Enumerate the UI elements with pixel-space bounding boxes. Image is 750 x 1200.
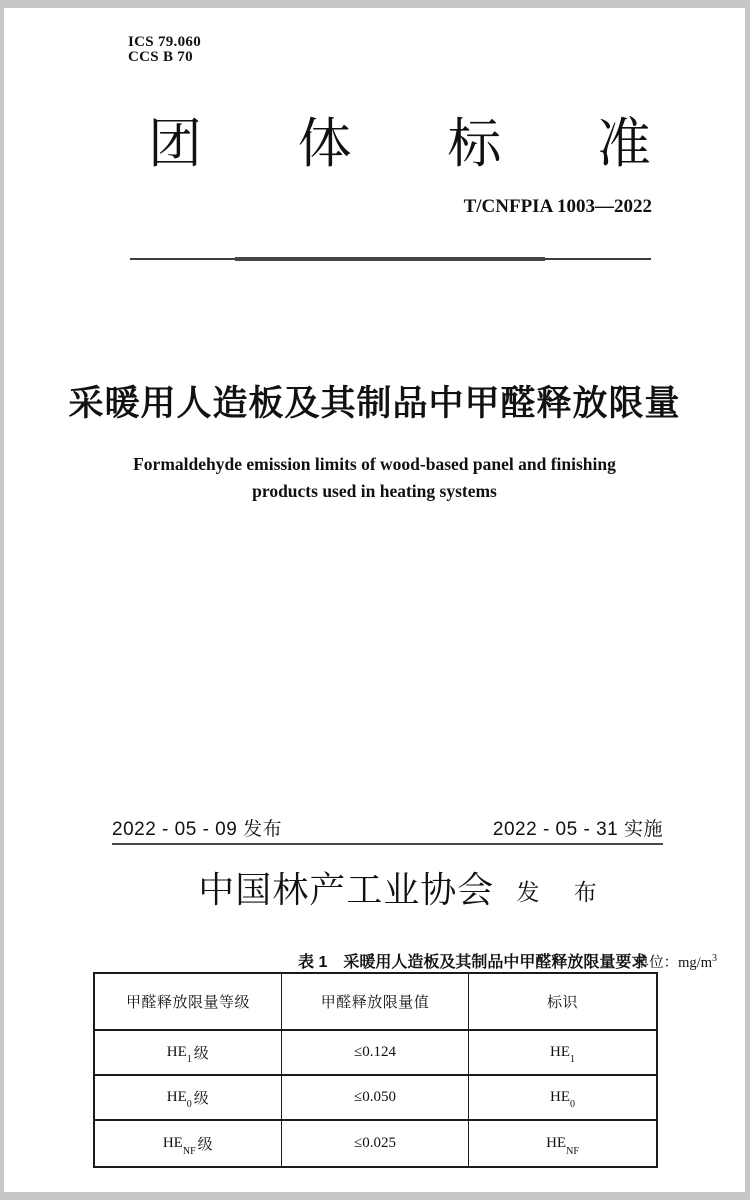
document-title-en: [4, 451, 745, 505]
table-row-limit: ≤0.124: [282, 1031, 469, 1076]
column-header-mark: 标识: [469, 974, 656, 1031]
classification-codes: [128, 35, 201, 65]
document-title-en-line1: Formaldehyde emission limits of wood-based panel and finishing: [133, 454, 616, 474]
column-header-limit: 甲醛释放限量值: [282, 974, 469, 1031]
table-caption: 表 1 采暖用人造板及其制品中甲醛释放限量要求: [298, 954, 648, 971]
table-row-grade: HE NF 级: [95, 1121, 282, 1166]
table-row-mark: HE NF: [546, 1135, 579, 1157]
doc-type-char: 体: [297, 114, 352, 174]
issue-date: 2022 - 05 - 09 发布: [112, 819, 283, 840]
publisher-name: 中国林产工业协会: [198, 869, 495, 910]
publisher-label: 发 布: [516, 879, 611, 905]
ics-code: ICS 79.060: [128, 34, 202, 50]
standard-type-heading: [148, 116, 651, 172]
unit-superscript: 3: [712, 953, 717, 965]
unit-label: 单位：$mg/m^3$: [634, 953, 717, 971]
publisher-row: [4, 862, 745, 913]
table-row-limit: ≤0.050: [282, 1076, 469, 1121]
doc-type-char: 准: [596, 114, 651, 174]
document-title-zh: 采暖用人造板及其制品中甲醛释放限量: [68, 384, 681, 423]
table-row-grade: HE 1 级: [95, 1031, 282, 1076]
column-header-grade: 甲醛释放限量等级: [95, 974, 282, 1031]
doc-type-char: 标: [447, 114, 502, 174]
date-strip-underline: [112, 843, 663, 845]
table-row-limit: ≤0.025: [282, 1121, 469, 1166]
date-strip: [112, 814, 663, 841]
header-divider: [130, 258, 651, 260]
document-page: [4, 8, 745, 1192]
table-row-mark: HE 0: [469, 1076, 656, 1121]
doc-type-char: 团: [148, 114, 202, 174]
emission-limits-table: [93, 972, 658, 1168]
document-title-en-line2: products used in heating systems: [252, 481, 497, 501]
table-row-mark: HE 1: [469, 1031, 656, 1076]
ccs-code: CCS B 70: [128, 49, 193, 65]
table-row-grade: HE 0 级: [95, 1076, 282, 1121]
standard-number: T/CNFPIA 1003—2022: [463, 196, 652, 217]
implementation-date: 2022 - 05 - 31 实施: [492, 819, 663, 840]
